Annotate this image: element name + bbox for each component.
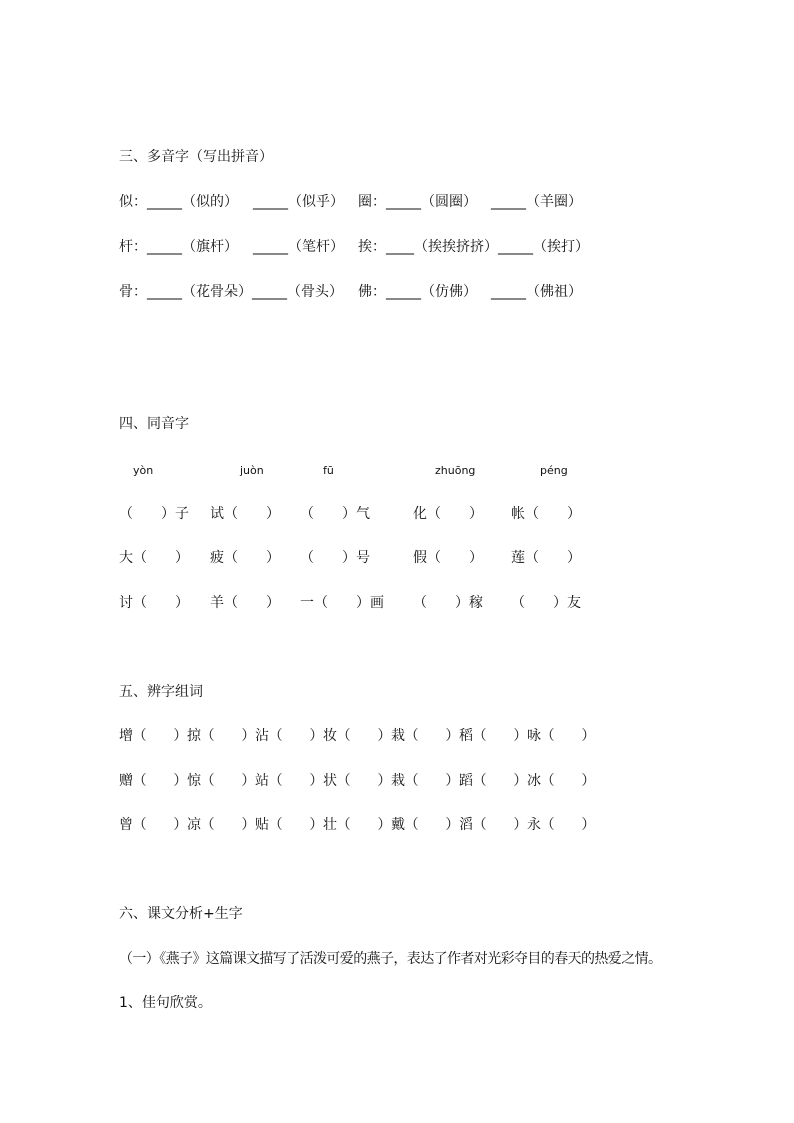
pinyin-label: péng [540, 464, 568, 477]
polyphone-item: 似：_____（似的） [119, 194, 238, 210]
homophone-item: （ ）气 [300, 506, 370, 522]
pinyin-label: fū [323, 464, 334, 477]
homophone-item: 帐（ ） [511, 506, 581, 522]
homophone-item: 假（ ） [413, 550, 483, 566]
section-3-heading: 三、多音字（写出拼音） [119, 149, 273, 165]
section-4-heading: 四、同音字 [119, 416, 189, 432]
homophone-item: 化（ ） [413, 506, 483, 522]
polyphone-item: 佛：_____（仿佛） [358, 284, 477, 300]
word-group-row: 曾（ ）凉（ ）贴（ ）壮（ ）戴（ ）滔（ ）永（ ） [119, 817, 595, 833]
polyphone-item: 挨：____（挨挨挤挤）_____（挨打） [358, 239, 589, 255]
pinyin-label: juòn [240, 464, 264, 477]
homophone-item: 羊（ ） [210, 595, 280, 611]
pinyin-label: yòn [133, 464, 154, 477]
word-group-row: 增（ ）掠（ ）沾（ ）妆（ ）栽（ ）稻（ ）咏（ ） [119, 728, 595, 744]
section-6-heading: 六、课文分析+生字 [119, 906, 243, 922]
homophone-item: （ ）子 [119, 506, 189, 522]
question-item: 1、佳句欣赏。 [119, 995, 212, 1011]
section-5-heading: 五、辨字组词 [119, 684, 203, 700]
homophone-item: （ ）号 [300, 550, 370, 566]
polyphone-item: 杆：_____（旗杆） [119, 239, 238, 255]
polyphone-item: _____（笔杆） [253, 239, 344, 255]
polyphone-item: 圈：_____（圆圈） [358, 194, 477, 210]
polyphone-item: _____（似乎） [253, 194, 344, 210]
homophone-item: 疲（ ） [210, 550, 280, 566]
homophone-item: （ ）稼 [413, 595, 483, 611]
homophone-item: 大（ ） [119, 550, 189, 566]
homophone-item: 一（ ）画 [300, 595, 384, 611]
polyphone-item: _____（佛祖） [491, 284, 582, 300]
homophone-item: （ ）友 [511, 595, 581, 611]
word-group-row: 赠（ ）惊（ ）站（ ）状（ ）栽（ ）蹈（ ）冰（ ） [119, 773, 595, 789]
pinyin-label: zhuōng [435, 464, 476, 477]
polyphone-item: 骨：_____（花骨朵）_____（骨头） [119, 284, 343, 300]
homophone-item: 试（ ） [210, 506, 280, 522]
homophone-item: 讨（ ） [119, 595, 189, 611]
polyphone-item: _____（羊圈） [491, 194, 582, 210]
lesson-intro: （一）《燕子》这篇课文描写了活泼可爱的燕子，表达了作者对光彩夺目的春天的热爱之情。 [119, 951, 662, 967]
homophone-item: 莲（ ） [511, 550, 581, 566]
